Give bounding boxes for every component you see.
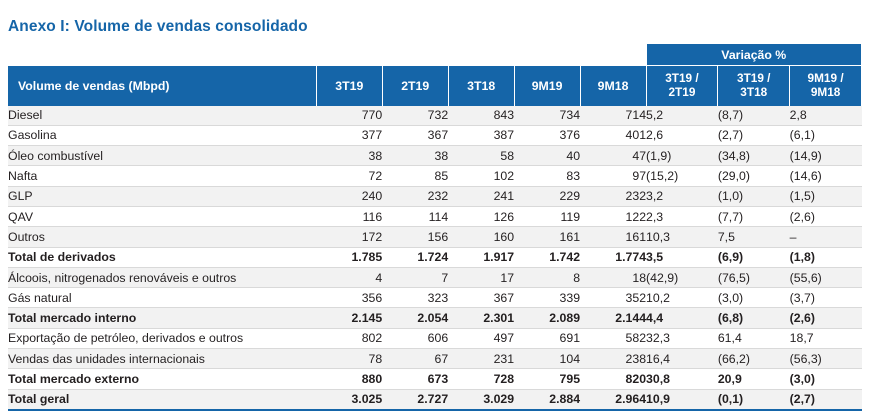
cell-9m18: 161 xyxy=(580,227,646,247)
table-row xyxy=(8,186,862,206)
cell-3t18: 58 xyxy=(448,146,514,166)
cell-9m19: 104 xyxy=(514,349,580,369)
cell-3t18: 497 xyxy=(448,328,514,348)
cell-3t18: 231 xyxy=(448,349,514,369)
table-row xyxy=(8,267,862,287)
table-header-row xyxy=(8,66,862,106)
cell-var-3t19-3t18: (66,2) xyxy=(718,349,790,369)
cell-var-9m19-9m18: (14,9) xyxy=(790,146,862,166)
cell-var-3t19-3t18: (6,8) xyxy=(718,308,790,328)
table-row xyxy=(8,247,862,267)
cell-var-9m19-9m18: (55,6) xyxy=(790,267,862,287)
cell-var-3t19-2t19: 4,4 xyxy=(646,308,718,328)
cell-var-3t19-3t18: (8,7) xyxy=(718,106,790,126)
page-title: Anexo I: Volume de vendas consolidado xyxy=(8,18,308,35)
cell-9m18: 122 xyxy=(580,206,646,226)
cell-var-9m19-9m18: (6,1) xyxy=(790,125,862,145)
table-row xyxy=(8,146,862,166)
cell-var-3t19-2t19: (1,9) xyxy=(646,146,718,166)
col-header-var-9m19-9m18 xyxy=(790,66,862,106)
cell-var-3t19-2t19: 2,3 xyxy=(646,206,718,226)
cell-9m18: 820 xyxy=(580,369,646,389)
cell-var-3t19-3t18: (76,5) xyxy=(718,267,790,287)
cell-9m18: 18 xyxy=(580,267,646,287)
cell-2t19: 7 xyxy=(382,267,448,287)
cell-var-3t19-2t19: 2,6 xyxy=(646,125,718,145)
cell-var-3t19-2t19: 16,4 xyxy=(646,349,718,369)
cell-3t19: 172 xyxy=(316,227,382,247)
var-header-line1: 3T19 / xyxy=(737,71,771,86)
cell-var-9m19-9m18: 2,8 xyxy=(790,106,862,126)
cell-var-3t19-2t19: (42,9) xyxy=(646,267,718,287)
cell-9m18: 47 xyxy=(580,146,646,166)
row-label: Álcoois, nitrogenados renováveis e outros xyxy=(8,267,316,287)
cell-var-3t19-3t18: (6,9) xyxy=(718,247,790,267)
cell-9m19: 734 xyxy=(514,106,580,126)
cell-2t19: 2.727 xyxy=(382,389,448,410)
col-header-9m18: 9M18 xyxy=(580,66,646,106)
cell-9m19: 40 xyxy=(514,146,580,166)
var-header-line1: 3T19 / xyxy=(665,71,699,86)
row-label: Total mercado interno xyxy=(8,308,316,328)
cell-var-9m19-9m18: (2,7) xyxy=(790,389,862,410)
cell-3t18: 2.301 xyxy=(448,308,514,328)
cell-2t19: 67 xyxy=(382,349,448,369)
cell-var-3t19-2t19: 10,2 xyxy=(646,288,718,308)
decorative-swoosh xyxy=(580,0,870,34)
cell-9m19: 229 xyxy=(514,186,580,206)
row-label: QAV xyxy=(8,206,316,226)
cell-3t19: 770 xyxy=(316,106,382,126)
cell-9m18: 714 xyxy=(580,106,646,126)
table-row xyxy=(8,206,862,226)
cell-9m19: 161 xyxy=(514,227,580,247)
var-header-line2: 9M18 xyxy=(810,84,841,99)
cell-3t18: 387 xyxy=(448,125,514,145)
header-gap xyxy=(8,44,646,66)
cell-var-3t19-2t19: 5,2 xyxy=(646,106,718,126)
cell-3t18: 367 xyxy=(448,288,514,308)
cell-3t18: 1.917 xyxy=(448,247,514,267)
cell-3t19: 377 xyxy=(316,125,382,145)
cell-9m18: 352 xyxy=(580,288,646,308)
col-header-9m19: 9M19 xyxy=(514,66,580,106)
cell-9m19: 795 xyxy=(514,369,580,389)
cell-var-3t19-2t19: (15,2) xyxy=(646,166,718,186)
cell-var-3t19-2t19: 30,8 xyxy=(646,369,718,389)
table-header-group-row xyxy=(8,44,862,66)
cell-var-3t19-3t18: 7,5 xyxy=(718,227,790,247)
cell-9m18: 232 xyxy=(580,186,646,206)
cell-var-9m19-9m18: (1,8) xyxy=(790,247,862,267)
row-label: Diesel xyxy=(8,106,316,126)
cell-var-3t19-3t18: (29,0) xyxy=(718,166,790,186)
cell-9m19: 376 xyxy=(514,125,580,145)
cell-3t18: 126 xyxy=(448,206,514,226)
cell-3t19: 356 xyxy=(316,288,382,308)
cell-9m18: 1.774 xyxy=(580,247,646,267)
cell-var-9m19-9m18: (56,3) xyxy=(790,349,862,369)
cell-2t19: 2.054 xyxy=(382,308,448,328)
cell-9m19: 8 xyxy=(514,267,580,287)
sales-volume-table xyxy=(8,44,862,411)
cell-3t19: 38 xyxy=(316,146,382,166)
table-row xyxy=(8,166,862,186)
cell-3t18: 843 xyxy=(448,106,514,126)
cell-var-9m19-9m18: (1,5) xyxy=(790,186,862,206)
cell-9m19: 83 xyxy=(514,166,580,186)
row-label: Total de derivados xyxy=(8,247,316,267)
col-header-3t19: 3T19 xyxy=(316,66,382,106)
col-header-2t19: 2T19 xyxy=(382,66,448,106)
table-row xyxy=(8,227,862,247)
cell-3t19: 880 xyxy=(316,369,382,389)
cell-3t18: 241 xyxy=(448,186,514,206)
row-label: Exportação de petróleo, derivados e outros xyxy=(8,328,316,348)
row-label: Nafta xyxy=(8,166,316,186)
col-header-var-3t19-2t19 xyxy=(646,66,718,106)
cell-9m19: 2.884 xyxy=(514,389,580,410)
cell-var-9m19-9m18: (2,6) xyxy=(790,206,862,226)
cell-3t18: 17 xyxy=(448,267,514,287)
table-row xyxy=(8,125,862,145)
variation-group-header: Variação % xyxy=(646,44,861,66)
table-header xyxy=(8,44,862,106)
col-header-3t18: 3T18 xyxy=(448,66,514,106)
cell-3t19: 240 xyxy=(316,186,382,206)
cell-3t18: 3.029 xyxy=(448,389,514,410)
cell-var-3t19-3t18: (3,0) xyxy=(718,288,790,308)
row-label: Outros xyxy=(8,227,316,247)
row-label: Vendas das unidades internacionais xyxy=(8,349,316,369)
cell-9m18: 238 xyxy=(580,349,646,369)
cell-var-3t19-3t18: 20,9 xyxy=(718,369,790,389)
table-row xyxy=(8,106,862,126)
cell-9m19: 691 xyxy=(514,328,580,348)
cell-2t19: 114 xyxy=(382,206,448,226)
cell-9m18: 2.144 xyxy=(580,308,646,328)
cell-3t19: 2.145 xyxy=(316,308,382,328)
cell-var-3t19-2t19: 10,3 xyxy=(646,227,718,247)
cell-var-3t19-3t18: (0,1) xyxy=(718,389,790,410)
cell-var-3t19-2t19: 10,9 xyxy=(646,389,718,410)
cell-2t19: 1.724 xyxy=(382,247,448,267)
cell-2t19: 85 xyxy=(382,166,448,186)
cell-9m18: 97 xyxy=(580,166,646,186)
table-row xyxy=(8,288,862,308)
cell-3t19: 802 xyxy=(316,328,382,348)
cell-9m18: 2.964 xyxy=(580,389,646,410)
cell-2t19: 732 xyxy=(382,106,448,126)
cell-3t18: 160 xyxy=(448,227,514,247)
row-label: Total mercado externo xyxy=(8,369,316,389)
cell-3t19: 1.785 xyxy=(316,247,382,267)
cell-9m18: 582 xyxy=(580,328,646,348)
row-label: Gasolina xyxy=(8,125,316,145)
cell-var-3t19-3t18: (1,0) xyxy=(718,186,790,206)
cell-3t19: 116 xyxy=(316,206,382,226)
cell-2t19: 232 xyxy=(382,186,448,206)
var-header-line2: 3T18 xyxy=(740,84,768,99)
row-label: Gás natural xyxy=(8,288,316,308)
cell-var-9m19-9m18: 18,7 xyxy=(790,328,862,348)
cell-9m19: 119 xyxy=(514,206,580,226)
cell-2t19: 156 xyxy=(382,227,448,247)
cell-3t19: 72 xyxy=(316,166,382,186)
cell-9m19: 2.089 xyxy=(514,308,580,328)
cell-var-9m19-9m18: (3,7) xyxy=(790,288,862,308)
row-label: Total geral xyxy=(8,389,316,410)
table-row xyxy=(8,389,862,410)
cell-3t18: 102 xyxy=(448,166,514,186)
cell-var-3t19-2t19: 3,2 xyxy=(646,186,718,206)
cell-9m18: 401 xyxy=(580,125,646,145)
cell-var-9m19-9m18: (3,0) xyxy=(790,369,862,389)
table-row xyxy=(8,308,862,328)
cell-var-3t19-3t18: (34,8) xyxy=(718,146,790,166)
cell-var-9m19-9m18: – xyxy=(790,227,862,247)
var-header-line2: 2T19 xyxy=(668,84,696,99)
cell-var-3t19-2t19: 32,3 xyxy=(646,328,718,348)
cell-2t19: 323 xyxy=(382,288,448,308)
table-row xyxy=(8,349,862,369)
var-header-line1: 9M19 / xyxy=(807,71,844,86)
cell-2t19: 606 xyxy=(382,328,448,348)
cell-2t19: 38 xyxy=(382,146,448,166)
table-row xyxy=(8,328,862,348)
cell-3t18: 728 xyxy=(448,369,514,389)
table-body xyxy=(8,106,862,410)
cell-3t19: 78 xyxy=(316,349,382,369)
col-header-var-3t19-3t18 xyxy=(718,66,790,106)
cell-var-3t19-3t18: (7,7) xyxy=(718,206,790,226)
cell-2t19: 367 xyxy=(382,125,448,145)
cell-var-3t19-2t19: 3,5 xyxy=(646,247,718,267)
row-label: Óleo combustível xyxy=(8,146,316,166)
cell-3t19: 3.025 xyxy=(316,389,382,410)
cell-var-3t19-3t18: 61,4 xyxy=(718,328,790,348)
cell-var-9m19-9m18: (2,6) xyxy=(790,308,862,328)
col-header-label: Volume de vendas (Mbpd) xyxy=(8,66,316,106)
cell-2t19: 673 xyxy=(382,369,448,389)
cell-var-9m19-9m18: (14,6) xyxy=(790,166,862,186)
cell-9m19: 339 xyxy=(514,288,580,308)
row-label: GLP xyxy=(8,186,316,206)
table-row xyxy=(8,369,862,389)
cell-9m19: 1.742 xyxy=(514,247,580,267)
cell-3t19: 4 xyxy=(316,267,382,287)
cell-var-3t19-3t18: (2,7) xyxy=(718,125,790,145)
